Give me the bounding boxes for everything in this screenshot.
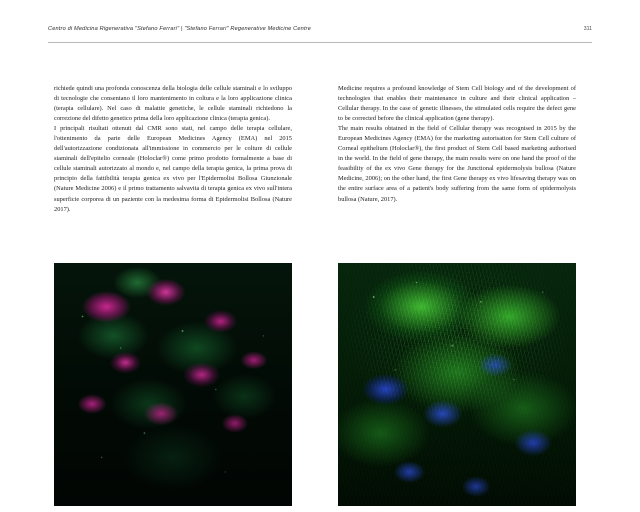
paragraph: I principali risultati ottenuti dal CMR sono stati, nel campo delle terapia cellulare, l'ottenimento da parte delle European Medicines Agency (EMA) nel 2015 dell'autorizzazione condizionata all'immissione in commercio per le colture di cellule staminali dell'epitelio corneale (Holoclar®) come primo prodotto formalmente a base di cellule staminali autorizzato al mondo e, nel campo della terapia genica, la prima prova di principio della fattibilità terapia genica ex vivo per l'Epidermolisi Bollosa Giunzionale (Nature Medicine 2006) e il primo trattamento salvavita di terapia genica ex vivo sull'intera superficie corporea di un paziente con la medesima forma di Epidermolisi Bollosa (Nature 2017).	[54, 125, 292, 213]
text-column-english	[338, 84, 576, 205]
header-title: Centro di Medicina Rigenerativa "Stefano Ferrari" | "Stefano Ferrari" Regenerative Medicine Centre	[48, 26, 312, 32]
page-number: 311	[583, 26, 592, 32]
micrograph-speckle-layer	[54, 263, 292, 506]
figure-right-micrograph	[338, 263, 576, 506]
text-column-italian	[54, 84, 292, 215]
paragraph: richiede quindi una profonda conoscenza della biologia delle cellule staminali e lo sviluppo di tecnologie che consentano il loro mantenimento in coltura e la loro applicazione clinica (terapia cellulare). Nel caso di malattie genetiche, le cellule staminali richiedono la correzione del difetto genetico prima della loro applicazione clinica (terapia genica).	[54, 85, 292, 123]
paragraph: The main results obtained in the field of Cellular therapy was recognised in 2015 by the European Medicines Agency (EMA) for the marketing autorisation for Stem Cell culture of Corneal epithelium (Holoclar®), the first product of Stem Cell based marketing authorised in the world. In the field of gene therapy, the main results were on one hand the proof of the feasibility of the ex vivo Gene therapy for the Junctional epidermolysis bullosa (Nature Medicine, 2006); on the other hand, the first Gene therapy ex vivo lifesaving therapy was on the entire surface area of a patient's body suffering from the same form of epidermolysis bullosa (Nature, 2017).	[338, 125, 576, 203]
micrograph-speckle-layer	[338, 263, 576, 506]
micrograph-image	[54, 263, 292, 506]
micrograph-image	[338, 263, 576, 506]
figure-left-micrograph	[54, 263, 292, 506]
running-header	[48, 26, 592, 43]
paragraph: Medicine requires a profound knowledge of Stem Cell biology and of the development of technologies that enables their maintenance in culture and their clinical application – Cellular therapy. In the case of genetic illnesses, the stimulated cells require the defect gene to be corrected before the clinical application (gene therapy).	[338, 85, 576, 123]
